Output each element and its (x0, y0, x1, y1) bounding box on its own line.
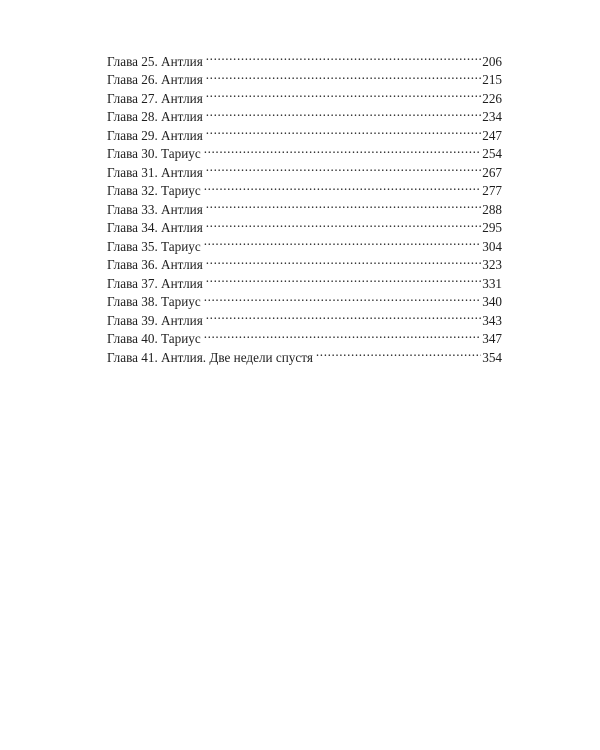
toc-dot-leader (206, 121, 481, 140)
toc-dot-leader (206, 214, 481, 233)
toc-entry-page: 347 (482, 331, 502, 346)
toc-entry-page: 354 (482, 349, 502, 365)
toc-entry-page: 340 (482, 294, 502, 309)
table-of-contents (107, 47, 502, 365)
toc-entry-title: Глава 33. Антлия (107, 201, 203, 217)
toc-entry-page: 304 (482, 238, 502, 254)
toc-dot-leader (204, 140, 481, 159)
toc-entry-title: Глава 35. Тариус (107, 238, 201, 254)
toc-entry-page: 323 (482, 257, 502, 272)
toc-entry-title: Глава 34. Антлия (107, 220, 203, 235)
toc-entry-title: Глава 27. Антлия (107, 90, 203, 106)
toc-entry-title: Глава 32. Тариус (107, 183, 201, 198)
toc-entry-title: Глава 29. Антлия (107, 127, 203, 143)
toc-entry-page: 254 (482, 146, 502, 161)
toc-entry-title: Глава 40. Тариус (107, 331, 201, 346)
toc-dot-leader (206, 158, 481, 177)
toc-dot-leader (206, 269, 481, 288)
toc-entry-page: 215 (482, 72, 502, 87)
toc-dot-leader (206, 195, 481, 214)
toc-entry-page: 288 (482, 201, 502, 217)
toc-dot-leader (204, 232, 481, 251)
toc-dot-leader (204, 177, 481, 196)
toc-entry-page: 343 (482, 312, 502, 328)
toc-entry-title: Глава 38. Тариус (107, 294, 201, 309)
toc-entry-page: 234 (482, 109, 502, 124)
toc-entry-page: 226 (482, 90, 502, 106)
toc-dot-leader (206, 84, 481, 103)
toc-dot-leader (206, 306, 481, 325)
toc-entry-title: Глава 31. Антлия (107, 164, 203, 180)
toc-entry-page: 247 (482, 127, 502, 143)
toc-entry-title: Глава 36. Антлия (107, 257, 203, 272)
toc-entry-page: 267 (482, 164, 502, 180)
toc-dot-leader (206, 66, 481, 85)
toc-entry-title: Глава 25. Антлия (107, 53, 203, 69)
toc-entry-title: Глава 28. Антлия (107, 109, 203, 124)
toc-entry (107, 47, 502, 69)
toc-dot-leader (204, 288, 481, 307)
toc-dot-leader (316, 343, 481, 362)
toc-dot-leader (206, 47, 481, 66)
toc-entry-title: Глава 37. Антлия (107, 275, 203, 291)
toc-dot-leader (204, 325, 481, 344)
toc-entry-page: 331 (482, 275, 502, 291)
toc-entry-title: Глава 39. Антлия (107, 312, 203, 328)
toc-entry-page: 277 (482, 183, 502, 198)
toc-dot-leader (206, 251, 481, 270)
toc-dot-leader (206, 103, 481, 122)
toc-entry-title: Глава 30. Тариус (107, 146, 201, 161)
toc-entry-title: Глава 41. Антлия. Две недели спустя (107, 349, 313, 365)
toc-entry-title: Глава 26. Антлия (107, 72, 203, 87)
toc-entry-page: 295 (482, 220, 502, 235)
toc-entry-page: 206 (482, 53, 502, 69)
